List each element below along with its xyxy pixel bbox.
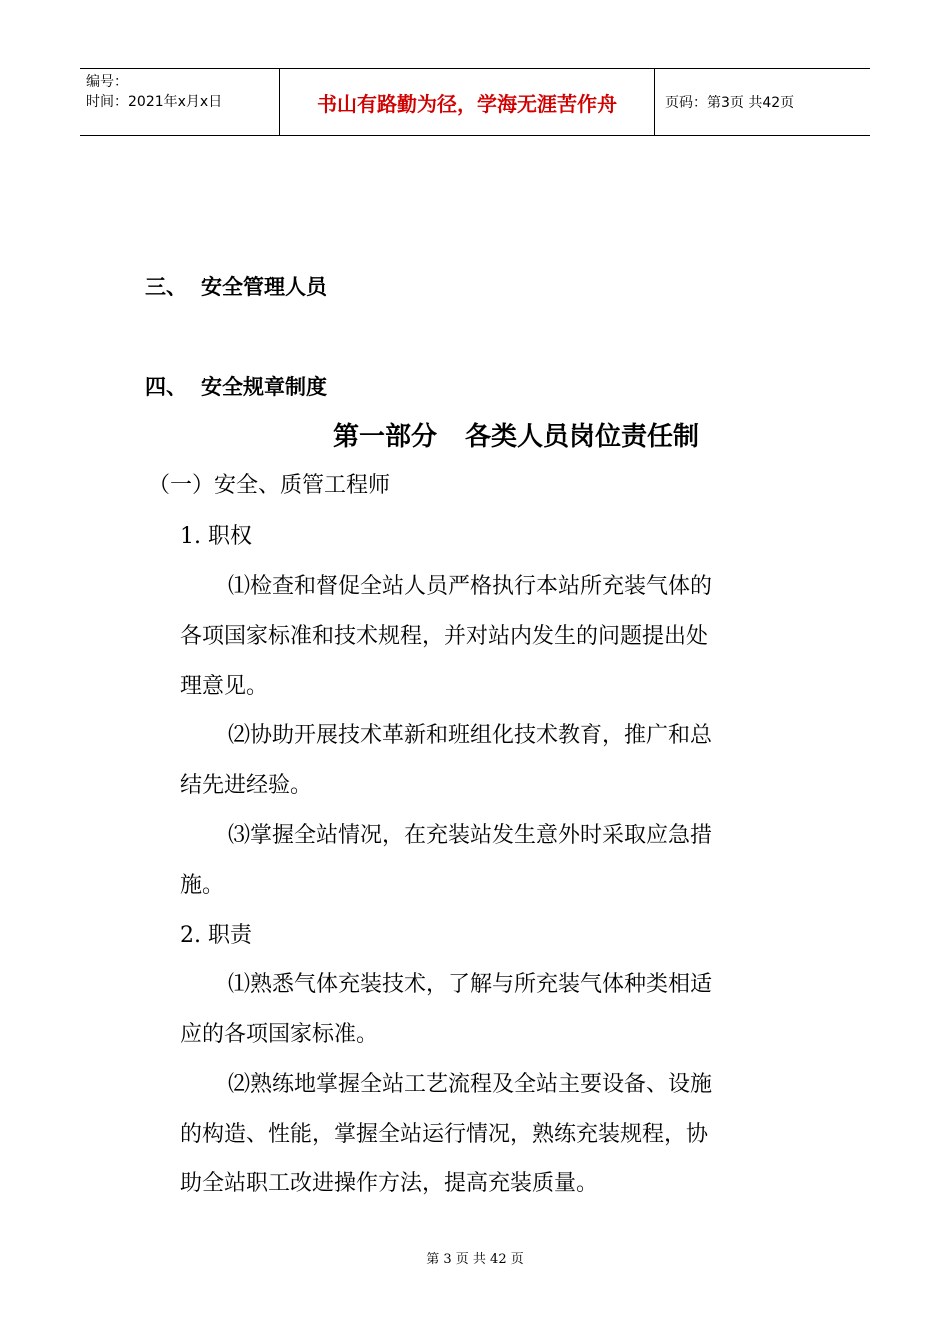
paragraph-line: 助全站职工改进操作方法，提高充装质量。	[180, 1171, 599, 1196]
section-title: 安全规章制度	[201, 375, 327, 399]
item-heading: 1. 职权	[180, 524, 252, 549]
subsection-heading: （一）安全、质管工程师	[148, 473, 391, 498]
title-name: 各类人员岗位责任制	[465, 422, 700, 452]
section-number: 四、	[145, 375, 187, 399]
header-page-label: 页码：第3页 共42页	[665, 95, 795, 111]
paragraph-line: ⑵协助开展技术革新和班组化技术教育，推广和总	[228, 723, 713, 748]
paragraph-line: 各项国家标准和技术规程，并对站内发生的问题提出处	[180, 624, 709, 649]
paragraph-line: ⑴熟悉气体充装技术，了解与所充装气体种类相适	[228, 972, 713, 997]
section-title: 安全管理人员	[201, 275, 327, 299]
paragraph-line: 理意见。	[180, 674, 269, 699]
doc-number-label: 编号：	[86, 74, 128, 90]
title-part: 第一部分	[332, 422, 437, 452]
paragraph-line: 的构造、性能，掌握全站运行情况，熟练充装规程，协	[180, 1122, 709, 1147]
paragraph-line: 施。	[180, 873, 225, 898]
item-heading: 2. 职责	[180, 923, 252, 948]
page-footer: 第 3 页 共 42 页	[426, 1252, 524, 1267]
paragraph-line: ⑶掌握全站情况，在充装站发生意外时采取应急措	[228, 823, 713, 848]
section-heading	[145, 371, 327, 401]
section-heading	[145, 271, 327, 301]
paragraph-line: ⑵熟练地掌握全站工艺流程及全站主要设备、设施	[228, 1072, 713, 1097]
page-header	[80, 68, 870, 136]
section-number: 三、	[145, 275, 187, 299]
paragraph-line: 结先进经验。	[180, 773, 313, 798]
paragraph-line: 应的各项国家标准。	[180, 1022, 379, 1047]
header-meta	[80, 69, 280, 135]
doc-time-label: 时间：2021年x月x日	[86, 94, 223, 110]
paragraph-line: ⑴检查和督促全站人员严格执行本站所充装气体的	[228, 574, 713, 599]
header-motto: 书山有路勤为径，学海无涯苦作舟	[280, 69, 655, 135]
page-title	[0, 416, 950, 453]
